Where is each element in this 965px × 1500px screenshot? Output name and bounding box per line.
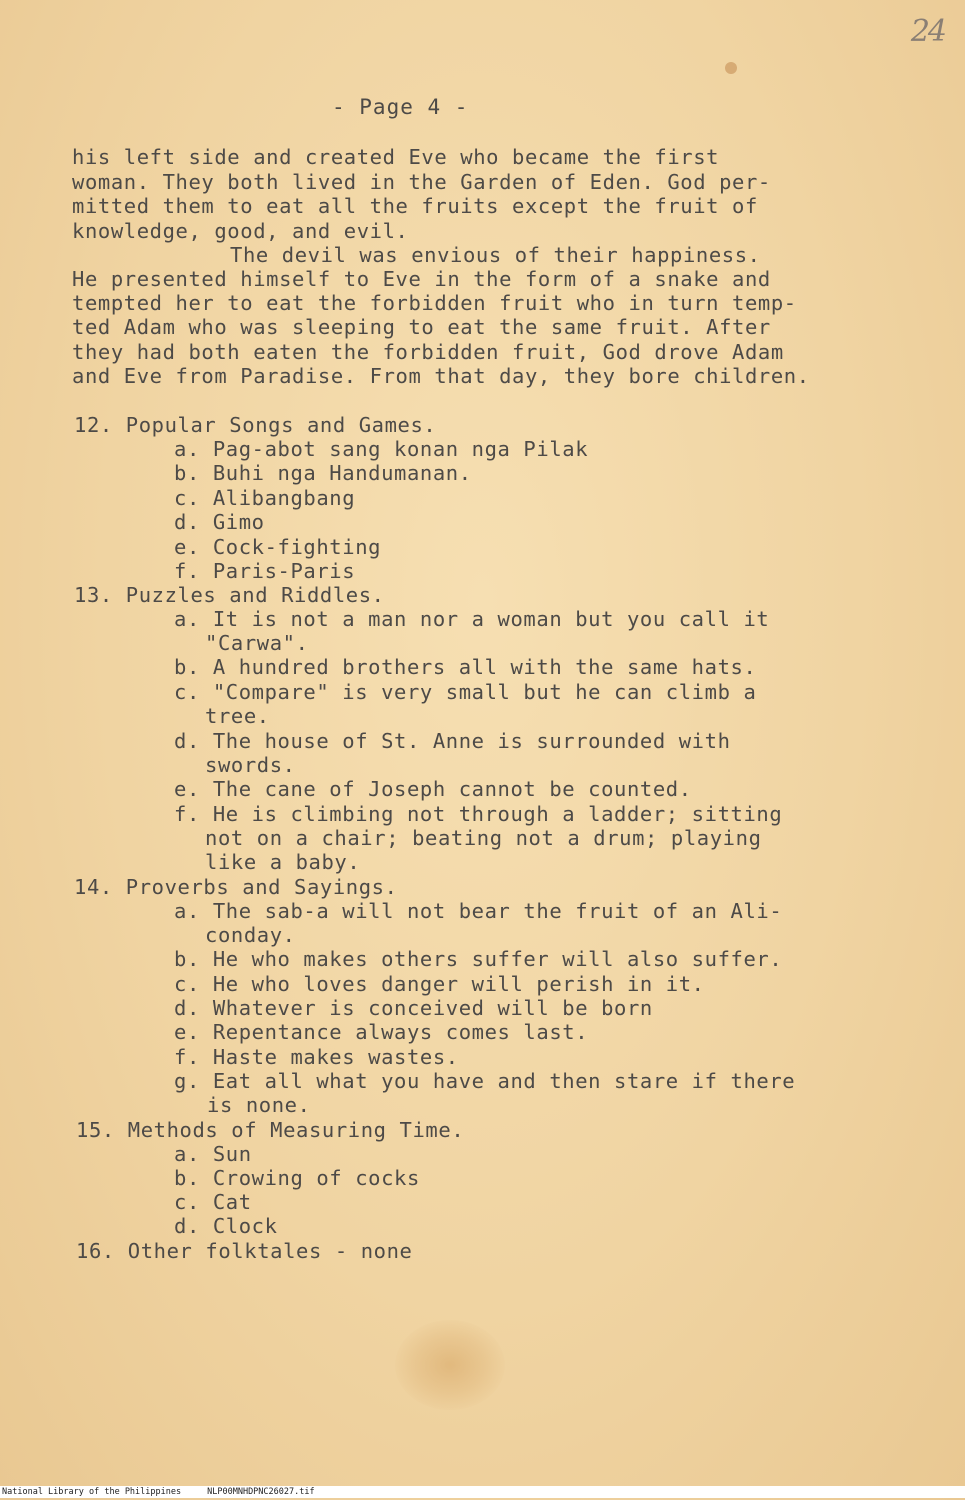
list-item: c. He who loves danger will perish in it.	[174, 972, 705, 996]
list-item: b. He who makes others suffer will also suffer.	[174, 947, 783, 971]
text-line: knowledge, good, and evil.	[72, 219, 409, 243]
text-line: his left side and created Eve who became the first	[72, 145, 720, 169]
list-item: a. It is not a man nor a woman but you call it	[174, 607, 770, 631]
list-item: b. Crowing of cocks	[174, 1166, 420, 1190]
text-line: ted Adam who was sleeping to eat the same fruit. After	[72, 315, 771, 339]
list-item: d. Gimo	[174, 510, 265, 534]
list-item: c. Alibangbang	[174, 486, 356, 510]
footer-filename: NLP00MNHDPNC26027.tif	[207, 1487, 315, 1497]
list-item: d. The house of St. Anne is surrounded with	[174, 729, 731, 753]
text-line: tempted her to eat the forbidden fruit who in turn temp-	[72, 291, 797, 315]
list-item: a. Sun	[174, 1142, 252, 1166]
list-item-continuation: "Carwa".	[205, 631, 309, 655]
text-line: mitted them to eat all the fruits except the fruit of	[72, 194, 758, 218]
scan-footer	[0, 1486, 965, 1498]
section-heading: 12. Popular Songs and Games.	[74, 413, 437, 437]
list-item: a. Pag-abot sang konan nga Pilak	[174, 437, 589, 461]
text-line: The devil was envious of their happiness.	[230, 243, 761, 267]
section-heading: 16. Other folktales - none	[76, 1239, 413, 1263]
list-item-continuation: swords.	[205, 753, 296, 777]
list-item-continuation: not on a chair; beating not a drum; playing	[205, 826, 762, 850]
list-item-continuation: like a baby.	[205, 850, 361, 874]
list-item-continuation: tree.	[205, 704, 270, 728]
text-line: woman. They both lived in the Garden of Eden. God per-	[72, 170, 771, 194]
list-item: d. Whatever is conceived will be born	[174, 996, 653, 1020]
list-item: c. "Compare" is very small but he can climb a	[174, 680, 757, 704]
list-item: b. Buhi nga Handumanan.	[174, 461, 472, 485]
list-item: f. Paris-Paris	[174, 559, 356, 583]
text-line: and Eve from Paradise. From that day, they bore children.	[72, 364, 810, 388]
section-heading: 14. Proverbs and Sayings.	[74, 875, 398, 899]
list-item: f. Haste makes wastes.	[174, 1045, 459, 1069]
list-item: e. Repentance always comes last.	[174, 1020, 589, 1044]
list-item: g. Eat all what you have and then stare if there	[174, 1069, 796, 1093]
list-item: c. Cat	[174, 1190, 252, 1214]
list-item-continuation: conday.	[205, 923, 296, 947]
list-item: e. Cock-fighting	[174, 535, 382, 559]
section-heading: 13. Puzzles and Riddles.	[74, 583, 385, 607]
footer-institution: National Library of the Philippines	[2, 1487, 182, 1497]
list-item: f. He is climbing not through a ladder; sitting	[174, 802, 783, 826]
list-item: a. The sab-a will not bear the fruit of an Ali-	[174, 899, 783, 923]
text-line: they had both eaten the forbidden fruit, God drove Adam	[72, 340, 784, 364]
list-item: e. The cane of Joseph cannot be counted.	[174, 777, 692, 801]
text-line: He presented himself to Eve in the form of a snake and	[72, 267, 771, 291]
page-header: - Page 4 -	[332, 95, 469, 119]
handwritten-page-number: 24	[910, 14, 945, 49]
section-heading: 15. Methods of Measuring Time.	[76, 1118, 465, 1142]
list-item: b. A hundred brothers all with the same hats.	[174, 655, 757, 679]
list-item-continuation: is none.	[207, 1093, 311, 1117]
list-item: d. Clock	[174, 1214, 278, 1238]
